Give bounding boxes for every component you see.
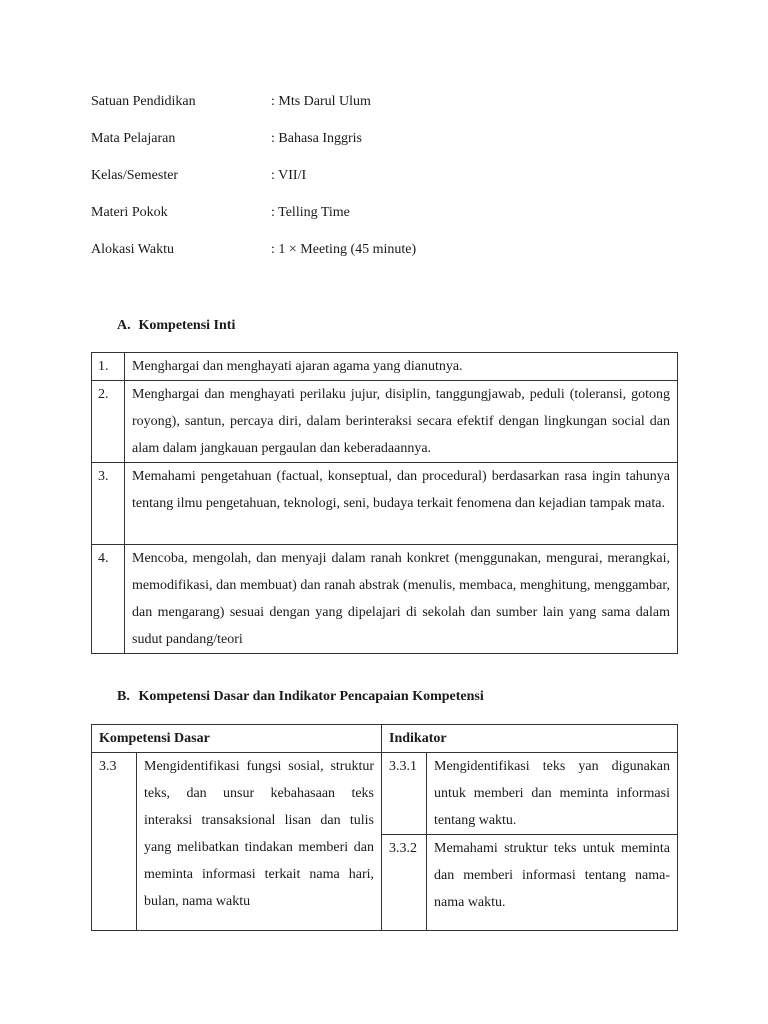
identity-row	[91, 92, 691, 129]
table-row	[92, 753, 678, 835]
identity-value: : Mts Darul Ulum	[271, 94, 371, 109]
row-number: 1.	[92, 353, 125, 381]
kompetensi-inti-table	[91, 352, 678, 654]
identity-label: Mata Pelajaran	[91, 131, 176, 146]
row-number: 2.	[92, 381, 125, 463]
header-indikator: Indikator	[382, 725, 678, 753]
table-row	[92, 353, 678, 381]
table-row	[92, 463, 678, 545]
section-b-number: B.	[117, 689, 130, 704]
indicator-code: 3.3.1	[382, 753, 427, 835]
identity-label: Materi Pokok	[91, 205, 168, 220]
row-text: Mencoba, mengolah, dan menyaji dalam ranah konkret (menggunakan, mengurai, merangkai, memodifikasi, dan membuat) dan ranah abstrak (menulis, membaca, menghitung, menggambar, dan mengarang) sesuai dengan yang dipelajari di sekolah dan sumber lain yang sama dalam sudut pandang/teori	[125, 545, 678, 654]
identity-row	[91, 129, 691, 166]
header-kompetensi-dasar: Kompetensi Dasar	[92, 725, 382, 753]
row-text: Menghargai dan menghayati ajaran agama yang dianutnya.	[125, 353, 678, 381]
identity-label: Satuan Pendidikan	[91, 94, 196, 109]
section-a-title: Kompetensi Inti	[138, 318, 236, 333]
row-text: Menghargai dan menghayati perilaku jujur, disiplin, tanggungjawab, peduli (toleransi, gotong royong), santun, percaya diri, dalam berinteraksi secara efektif dengan lingkungan social dan alam dalam jangkauan pergaulan dan keberadaannya.	[125, 381, 678, 463]
identity-value: : 1 × Meeting (45 minute)	[271, 242, 417, 257]
identity-value: : VII/I	[271, 168, 307, 183]
kd-text: Mengidentifikasi fungsi sosial, struktur teks, dan unsur kebahasaan teks interaksi transaksional lisan dan tulis yang melibatkan tindakan memberi dan meminta informasi terkait nama hari, bulan, nama waktu	[137, 753, 382, 931]
kd-code: 3.3	[92, 753, 137, 931]
indicator-text: Mengidentifikasi teks yan digunakan untuk memberi dan meminta informasi tentang waktu.	[427, 753, 678, 835]
identity-row	[91, 166, 691, 203]
indicator-text: Memahami struktur teks untuk meminta dan memberi informasi tentang nama-nama waktu.	[427, 835, 678, 931]
section-a-heading	[117, 316, 235, 336]
indicator-code: 3.3.2	[382, 835, 427, 931]
table-row	[92, 381, 678, 463]
identity-label: Kelas/Semester	[91, 168, 179, 183]
identity-label: Alokasi Waktu	[91, 242, 174, 257]
row-number: 4.	[92, 545, 125, 654]
identity-row	[91, 203, 691, 240]
kompetensi-dasar-table	[91, 724, 678, 931]
table-row	[92, 545, 678, 654]
row-number: 3.	[92, 463, 125, 545]
identity-row	[91, 240, 691, 277]
table-header-row	[92, 725, 678, 753]
identity-value: : Bahasa Inggris	[271, 131, 362, 146]
row-text: Memahami pengetahuan (factual, konseptual, dan procedural) berdasarkan rasa ingin tahunya tentang ilmu pengetahuan, teknologi, seni, budaya terkait fenomena dan kejadian tampak mata.	[125, 463, 678, 545]
identity-block	[91, 92, 691, 277]
section-b-heading	[117, 687, 484, 707]
section-a-number: A.	[117, 318, 131, 333]
section-b-title: Kompetensi Dasar dan Indikator Pencapaian Kompetensi	[138, 689, 484, 704]
identity-value: : Telling Time	[271, 205, 350, 220]
